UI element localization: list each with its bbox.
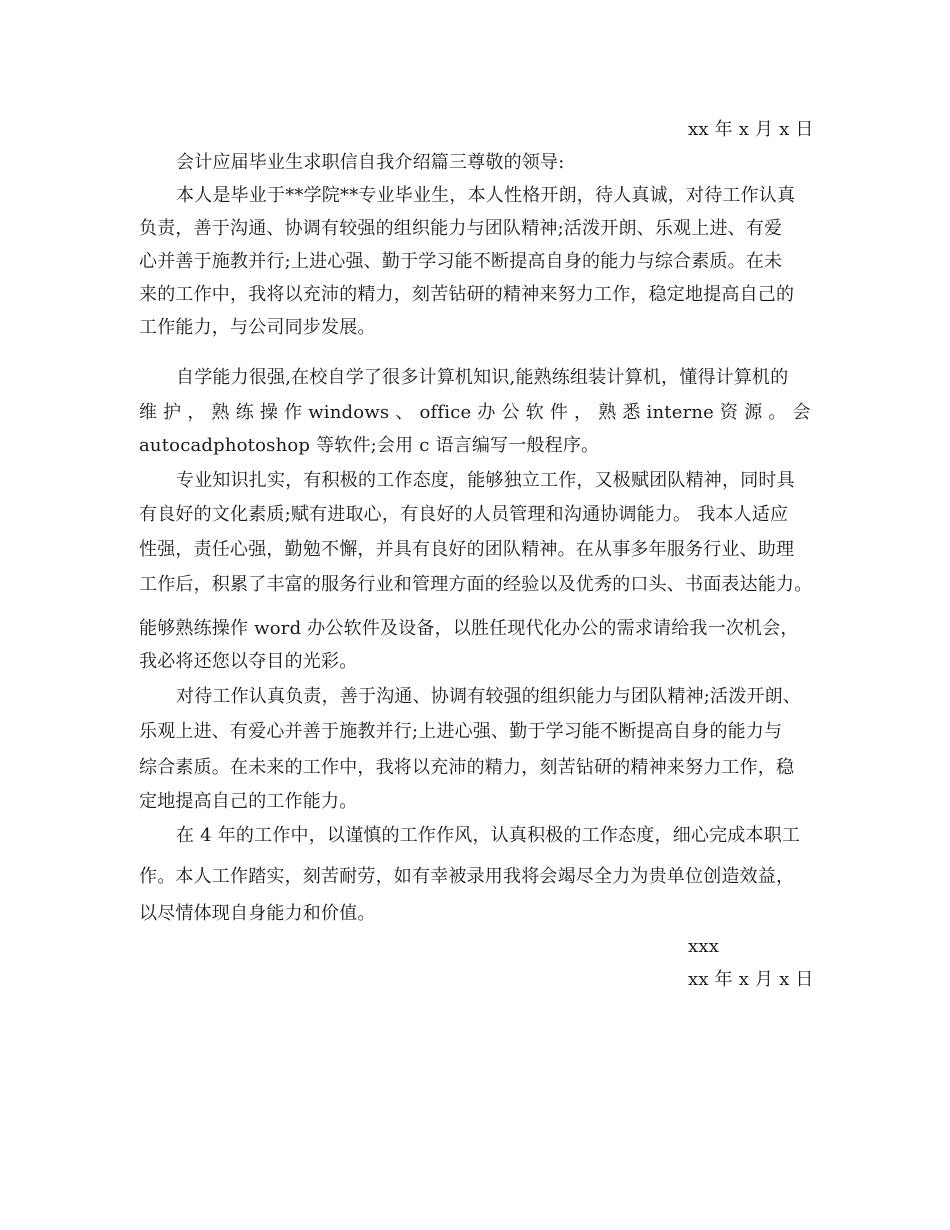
paragraph-1-line: 本人是毕业于**学院**专业毕业生，本人性格开朗，待人真诚，对待工作认真 [176, 185, 796, 206]
paragraph-2-line: autocadphotoshop 等软件;会用 c 语言编写一般程序。 [139, 435, 600, 456]
paragraph-2-word: ， [574, 402, 593, 423]
paragraph-2-word: 办 [477, 402, 496, 423]
paragraph-3-line: 工作后，积累了丰富的服务行业和管理方面的经验以及优秀的口头、书面表达能力。 [139, 574, 813, 595]
paragraph-4-line: 定地提高自己的工作能力。 [139, 791, 358, 812]
paragraph-2-word: 会 [792, 402, 811, 423]
paragraph-2-word: interne [646, 402, 715, 423]
date-top: xx 年 x 月 x 日 [688, 119, 814, 140]
paragraph-2-word: 悉 [622, 402, 641, 423]
paragraph-3-line: 有良好的文化素质;赋有进取心，有良好的人员管理和沟通协调能力。 我本人适应 [139, 504, 789, 525]
paragraph-2-word: 源 [744, 402, 763, 423]
signature: xxx [688, 936, 720, 957]
paragraph-2-word: 件 [549, 402, 569, 423]
paragraph-2-line [139, 401, 811, 425]
paragraph-2-word: 。 [768, 402, 787, 423]
paragraph-1-line: 工作能力，与公司同步发展。 [139, 317, 376, 338]
paragraph-4-line: 对待工作认真负责，善于沟通、协调有较强的组织能力与团队精神;活泼开朗、 [176, 686, 802, 707]
paragraph-2-word: 、 [395, 402, 414, 423]
paragraph-2-word: 公 [501, 402, 520, 423]
paragraph-2-word: 熟 [211, 402, 230, 423]
paragraph-3-line: 我必将还您以夺目的光彩。 [139, 651, 358, 672]
date-bottom: xx 年 x 月 x 日 [688, 969, 814, 990]
paragraph-2-word: windows [308, 402, 390, 423]
paragraph-5-line: 作。本人工作踏实，刻苦耐劳，如有幸被录用我将会竭尽全力为贵单位创造效益， [139, 866, 795, 887]
paragraph-2-word: 资 [720, 402, 739, 423]
paragraph-2-word: ， [187, 402, 206, 423]
paragraph-2-word: 维 [139, 402, 158, 423]
letter-title: 会计应届毕业生求职信自我介绍篇三尊敬的领导: [176, 152, 565, 173]
paragraph-4-line: 乐观上进、有爱心并善于施教并行;上进心强、勤于学习能不断提高自身的能力与 [139, 721, 783, 742]
paragraph-5-line: 以尽情体现自身能力和价值。 [139, 903, 376, 924]
paragraph-3-line: 性强，责任心强，勤勉不懈，并具有良好的团队精神。在从事多年服务行业、助理 [139, 539, 795, 560]
paragraph-4-line: 综合素质。在未来的工作中，我将以充沛的精力，刻苦钻研的精神来努力工作，稳 [139, 757, 795, 778]
paragraph-3-line: 专业知识扎实，有积极的工作态度，能够独立工作，又极赋团队精神，同时具 [176, 470, 795, 491]
paragraph-1-line: 负责，善于沟通、协调有较强的组织能力与团队精神;活泼开朗、乐观上进、有爱 [139, 218, 783, 239]
paragraph-2-word: 作 [284, 402, 303, 423]
paragraph-2-word: 熟 [598, 402, 617, 423]
paragraph-2-word: 操 [259, 402, 279, 423]
paragraph-5-line: 在 4 年的工作中，以谨慎的工作作风，认真积极的工作态度，细心完成本职工 [176, 825, 801, 846]
paragraph-2-word: 练 [235, 402, 254, 423]
paragraph-1-line: 心并善于施教并行;上进心强、勤于学习能不断提高自身的能力与综合素质。在未 [139, 251, 783, 272]
paragraph-2-line: 自学能力很强,在校自学了很多计算机知识,能熟练组装计算机，懂得计算机的 [176, 367, 789, 388]
paragraph-3-line: 能够熟练操作 word 办公软件及设备，以胜任现代化办公的需求请给我一次机会， [139, 618, 799, 639]
paragraph-1-line: 来的工作中，我将以充沛的精力，刻苦钻研的精神来努力工作，稳定地提高自己的 [139, 284, 795, 305]
paragraph-2-word: 软 [525, 402, 544, 423]
paragraph-2-word: office [419, 402, 472, 423]
paragraph-2-word: 护 [163, 402, 182, 423]
